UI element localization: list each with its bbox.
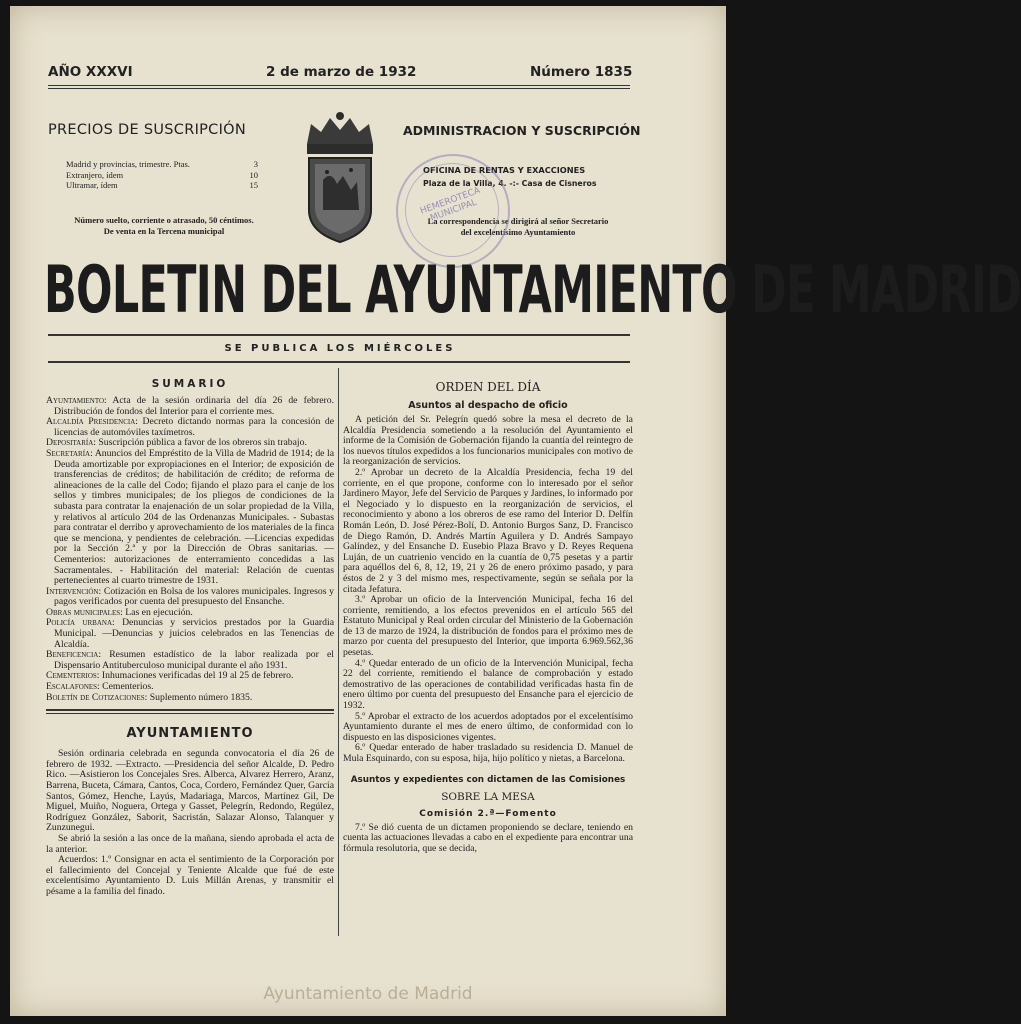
sumario-item-text: Cotización en Bolsa de los valores municipales. Ingresos y pagos verificados por cuenta del presupuesto del Ensanche.	[54, 585, 335, 608]
orden-para-7: 7.º Se dió cuenta de un dictamen proponiendo se declare, teniendo en cuenta las actuaciones llevadas a cabo en el expediente para encontrar una fórmula resolutoria, que se decida,	[343, 821, 633, 854]
left-column	[46, 374, 334, 898]
orden-para: 2.º Aprobar un decreto de la Alcaldía Presidencia, fecha 19 del corriente, en el que propone, conforme con lo interesado por el señor Jardinero Mayor, Jefe del Servicio de Parques y Jardines, lo informado por el Negociado y lo dispuesto en la reorganización de servicios, el reconocimiento y abono a los obreros de ese ramo del Interior D. Delfín Román León, D. José Pérez-Bolí, D. Antonio Burgos Sanz, D. Francisco de Diego Ramón, D. Andrés Martín Aguilera y D. Andrés Sampayo Galíndez, y del Ensanche D. Eusebio Plaza Bravo y D. Reyes Requena Luján, de un cuatrienio vencido en la cuantía de 0,75 pesetas y a partir para aquéllos del 6, 8, 12, 19, 21 y 26 de enero próximo pasado, y para éstos de 2 y 3 del mismo mes, respectivamente, según se señala por la citada Jefatura.	[343, 466, 633, 595]
orden-subtitle: Asuntos al despacho de oficio	[408, 400, 568, 411]
masthead-title: BOLETIN DEL AYUNTAMIENTO DE MADRID	[44, 253, 1021, 328]
masthead-rule	[48, 334, 630, 336]
price-row	[66, 180, 258, 191]
coat-of-arms-icon	[301, 110, 379, 244]
sumario-item-text: Anuncios del Empréstito de la Villa de Madrid de 1914; de la Deuda amortizable por expropiaciones en el Interior; de exposición de transferencias de créditos; de habilitación de crédito; de reforma de alineaciones de la calle del Codo; fijando el plazo para el canje de los sellos y timbres municipales; de los pliegos de condiciones de la subasta para contratar la enajenación de un solar propiedad de la Villa, y relativos al artículo 204 de las Ordenanzas Municipales. - Subastas para contratar el derribo y aprovechamiento de los materiales de la finca que se menciona, y pendientes de celebración. —Licencias expedidas por la Sección 2.ª y por la Dirección de Obras sanitarias. — Cementerios: autorizaciones de enterramiento concedidas a las Sacramentales. - Habilitación del material: Relación de cuentas pertenecientes al cuarto trimestre de 1931.	[54, 447, 335, 587]
publish-rule	[48, 361, 630, 363]
price-label: Extranjero, ídem	[66, 169, 124, 180]
header-rule	[48, 85, 630, 86]
sumario-item-label: Boletín de Cotizaciones:	[46, 691, 148, 703]
subscription-prices	[66, 159, 258, 191]
price-value: 15	[249, 180, 258, 190]
price-value: 3	[253, 159, 258, 169]
sumario-rule-2	[46, 713, 334, 714]
price-label: Madrid y provincias, trimestre. Ptas.	[66, 159, 190, 169]
comision-heading: Comisión 2.ª—Fomento	[419, 808, 557, 819]
sumario-item-label: Policía urbana:	[46, 617, 115, 629]
sumario-item-text: Inhumaciones verificadas del 19 al 25 de febrero.	[101, 670, 294, 682]
header-rule-2	[48, 88, 630, 89]
right-column	[343, 374, 633, 854]
sumario-title: SUMARIO	[151, 378, 229, 390]
issue-year: AÑO XXXVI	[48, 64, 133, 80]
ayuntamiento-title: AYUNTAMIENTO	[126, 726, 254, 742]
price-value: 10	[249, 169, 258, 180]
sumario-item-label: Beneficencia:	[46, 649, 102, 661]
sumario-item-label: Escalafones:	[46, 681, 100, 693]
subscription-notes	[48, 215, 280, 236]
sobre-la-mesa: SOBRE LA MESA	[441, 790, 535, 803]
sumario-item-label: Depositaría:	[46, 437, 96, 449]
subscription-note-1: Número suelto, corriente o atrasado, 50 céntimos.	[74, 215, 254, 225]
admin-title: ADMINISTRACION Y SUSCRIPCIÓN	[403, 123, 641, 138]
column-divider	[338, 368, 339, 936]
sumario-item	[46, 587, 334, 608]
publish-line: SE PUBLICA LOS MIÉRCOLES	[224, 343, 456, 354]
sumario-item-label: Cementerios:	[46, 670, 100, 682]
subscription-note-2: De venta en la Tercena municipal	[103, 225, 225, 236]
orden-subtitle-2: Asuntos y expedientes con dictamen de las Comisiones	[350, 774, 626, 785]
orden-body	[343, 415, 633, 765]
sumario-item-label: Alcaldía Presidencia:	[46, 416, 138, 428]
sumario-item-text: Denuncias y servicios prestados por la Guardia Municipal. —Denuncias y juicios celebrados en las Tenencias de Alcaldía.	[54, 617, 334, 650]
sumario-item-label: Secretaría:	[46, 447, 93, 459]
admin-office: OFICINA DE RENTAS Y EXACCIONES	[423, 165, 586, 175]
ayuntamiento-para-1: Sesión ordinaria celebrada en segunda convocatoria el día 26 de febrero de 1932. —Extracto. —Presidencia del señor Alcalde, D. Pedro Rico. —Asistieron los Concejales Sres. Alberca, Alvarez Herrero, Aranz, Barrena, Buceta, Cámara, Cantos, Coca, Cordero, Fernández Quer, García Santos, Gómez, Henche, Layús, Madariaga, Marcos, Martínez Gil, De Miguel, Muiño, Noguera, Ortega y Gasset, Pelegrín, Redondo, Regúlez, Rodríguez González, Saborit, Sacristán, Salazar Alonso, Talanquer y Zunzunegui.	[46, 748, 334, 834]
sumario-item-label: Obras municipales:	[46, 606, 123, 618]
price-label: Ultramar, ídem	[66, 180, 118, 190]
orden-para: A petición del Sr. Pelegrín quedó sobre la mesa el decreto de la Alcaldía Presidencia sometiendo a la resolución del Ayuntamiento el informe de la Comisión de Gobernación fijando la cuantía del reintegro de los nuevos títulos expedidos a los funcionarios municipales con motivo de la reorganización de servicios.	[343, 414, 633, 468]
sumario-item-text: Cementerios.	[102, 681, 154, 693]
orden-para: 4.º Quedar enterado de un oficio de la Intervención Municipal, fecha 22 del corriente, remitiendo el balance de comprobación y estado demostrativo de las operaciones de contabilidad verificadas hasta fin de enero último por cuenta del presupuesto del Ensanche para el ejercicio de 1932.	[343, 657, 633, 712]
sumario-item	[46, 396, 334, 417]
sumario-item-text: Decreto dictando normas para la concesión de licencias de automóviles taxímetros.	[54, 416, 335, 438]
sumario-item	[46, 650, 334, 671]
price-row	[66, 159, 258, 170]
sumario-item	[46, 618, 334, 650]
ayuntamiento-para-2: Se abrió la sesión a las once de la mañana, siendo aprobada el acta de la anterior.	[46, 832, 334, 855]
ayuntamiento-para-3: Acuerdos: 1.º Consignar en acta el sentimiento de la Corporación por el fallecimiento del Concejal y Teniente Alcalde que fué de este excelentísimo Ayuntamiento D. Luis Millán Arenas, y transmitir el pésame a la familia del finado.	[46, 854, 334, 897]
admin-note-2: del excelentísimo Ayuntamiento	[460, 226, 576, 237]
sumario-item-text: Acta de la sesión ordinaria del día 26 de febrero. Distribución de fondos del Interior para el corriente mes.	[54, 395, 335, 417]
orden-para: 3.º Aprobar un oficio de la Intervención Municipal, fecha 16 del corriente, remitiendo, a los efectos prevenidos en el artículo 565 del Estatuto Municipal y Real orden circular del Ministerio de la Gobernación de 13 de marzo de 1924, la distribución de fondos para el próximo mes de marzo por cuenta del presupuesto del Interior, que importa 6.969.562,36 pesetas.	[343, 594, 633, 659]
sumario-item	[46, 417, 334, 438]
admin-address: Plaza de la Villa, 4. -:- Casa de Cisneros	[423, 179, 597, 188]
issue-date: 2 de marzo de 1932	[266, 64, 417, 80]
sumario-list	[46, 396, 334, 703]
watermark: Ayuntamiento de Madrid	[263, 984, 473, 1004]
sumario-item-label: Intervención:	[46, 585, 102, 597]
orden-para: 5.º Aprobar el extracto de los acuerdos adoptados por el excelentísimo Ayuntamiento durante el mes de enero último, de conformidad con lo dispuesto en las disposiciones vigentes.	[343, 710, 633, 743]
sumario-item	[46, 693, 334, 704]
sumario-item-text: Suplemento número 1835.	[149, 691, 253, 703]
library-stamp-text: HEMEROTECA MUNICIPAL	[419, 185, 482, 224]
sumario-rule	[46, 709, 334, 711]
sumario-item-label: Ayuntamiento:	[46, 395, 107, 406]
sumario-item	[46, 449, 334, 587]
admin-note-1: La correspondencia se dirigirá al señor Secretario	[427, 216, 609, 226]
newspaper-page	[10, 6, 1021, 1016]
issue-number: Número 1835	[530, 64, 633, 80]
price-row	[66, 170, 258, 181]
orden-title: ORDEN DEL DÍA	[435, 380, 541, 394]
sumario-item-text: Resumen estadístico de la labor realizada por el Dispensario Antituberculoso municipal durante el año 1931.	[54, 649, 335, 671]
subscription-title: PRECIOS DE SUSCRIPCIÓN	[48, 122, 247, 138]
orden-para: 6.º Quedar enterado de haber trasladado su residencia D. Manuel de Mula Esquinardo, con su esposa, hija, hijo político y nietas, a Barcelona.	[343, 742, 633, 764]
sumario-item-text: Suscripción pública a favor de los obreros sin trabajo.	[98, 437, 307, 449]
sumario-item-text: Las en ejecución.	[125, 606, 193, 618]
